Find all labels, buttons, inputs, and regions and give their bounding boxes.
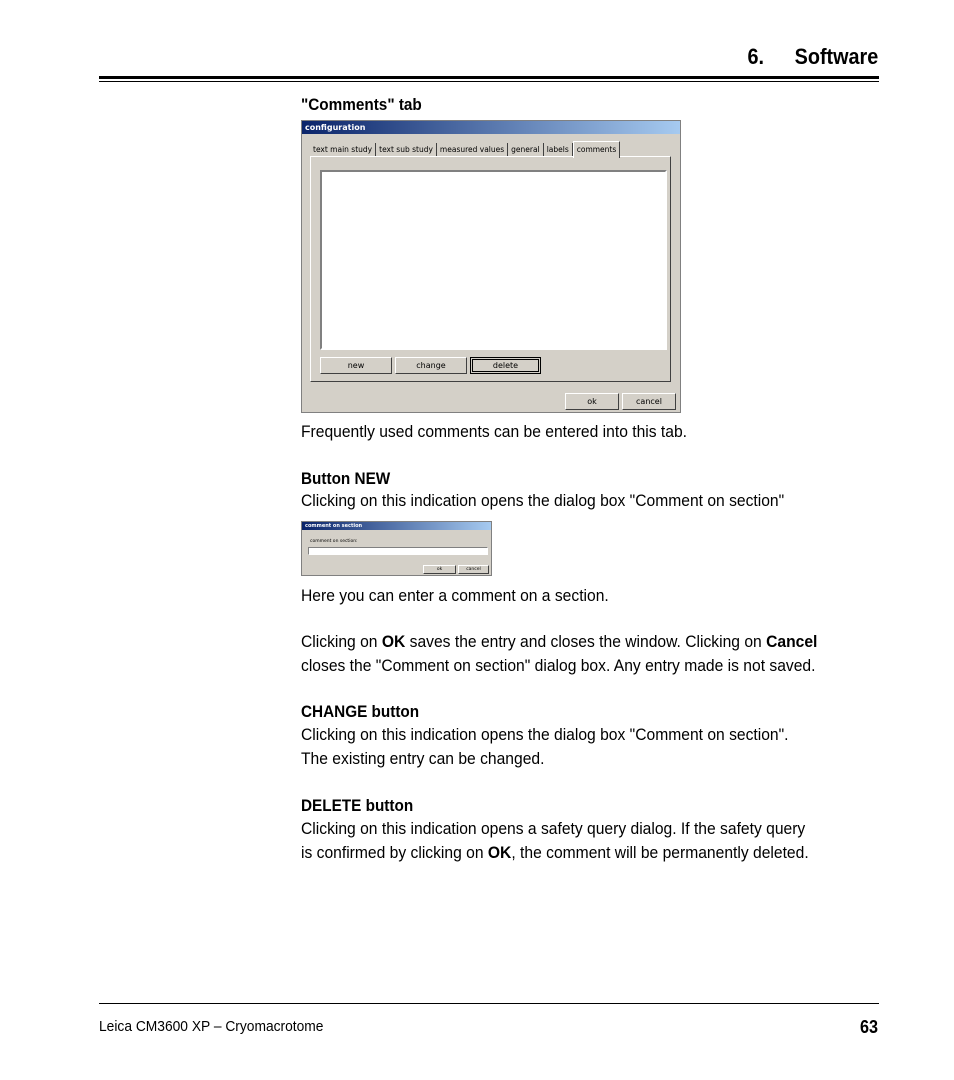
change-line-2: The existing entry can be changed. (301, 749, 545, 768)
comment-input[interactable] (308, 547, 488, 555)
ok-keyword: OK (487, 843, 512, 862)
ok-cancel-text: saves the entry and closes the window. Clicking on (405, 632, 767, 651)
configuration-dialog (301, 120, 681, 413)
comments-list[interactable] (320, 170, 667, 350)
section-title: Software (794, 44, 878, 69)
ok-cancel-text: closes the "Comment on section" dialog box. Any entry made is not saved. (301, 656, 816, 675)
ok-button[interactable]: ok (565, 393, 619, 410)
tab-text-sub-study[interactable]: text sub study (376, 143, 437, 156)
change-button[interactable]: change (395, 357, 467, 374)
tab-text-main-study[interactable]: text main study (310, 143, 376, 156)
tab-comments[interactable]: comments (573, 141, 621, 158)
ok-keyword: OK (381, 632, 406, 651)
config-tabs (310, 142, 620, 156)
change-button-text (301, 723, 789, 771)
page-number: 63 (859, 1017, 878, 1037)
configuration-dialog-title: configuration (302, 121, 680, 134)
cancel-keyword: Cancel (766, 632, 818, 651)
footer-rule (99, 1003, 879, 1004)
delete-line-2-end: , the comment will be permanently deleted. (511, 843, 809, 862)
tab-general[interactable]: general (508, 143, 544, 156)
header-rule-thick (99, 76, 879, 79)
footer-product: Leica CM3600 XP – Cryomacrotome (99, 1018, 324, 1035)
comment-dialog-title: comment on section (302, 522, 491, 530)
comment-field-label: comment on section: (310, 539, 358, 544)
cancel-button[interactable]: cancel (622, 393, 676, 410)
comments-tab-panel (310, 156, 671, 382)
change-line-1: Clicking on this indication opens the dialog box "Comment on section". (301, 725, 789, 744)
delete-button-text (301, 817, 809, 865)
intro-text: Frequently used comments can be entered into this tab. (301, 422, 688, 441)
tab-measured-values[interactable]: measured values (437, 143, 508, 156)
section-number: 6. (747, 44, 764, 69)
delete-button[interactable]: delete (470, 357, 541, 374)
comment-on-section-dialog (301, 521, 492, 576)
button-new-heading: Button NEW (301, 469, 391, 488)
comment-cancel-button[interactable]: cancel (458, 565, 489, 574)
section-header (747, 44, 878, 70)
delete-line-2: is confirmed by clicking on (301, 843, 488, 862)
new-button[interactable]: new (320, 357, 392, 374)
ok-cancel-text: Clicking on (301, 632, 382, 651)
delete-button-heading: DELETE button (301, 796, 414, 815)
button-new-text: Clicking on this indication opens the dialog box "Comment on section" (301, 491, 785, 510)
header-rule-thin (99, 81, 879, 82)
change-button-heading: CHANGE button (301, 702, 420, 721)
ok-cancel-paragraph (301, 630, 817, 678)
tab-labels[interactable]: labels (544, 143, 573, 156)
delete-line-1: Clicking on this indication opens a safety query dialog. If the safety query (301, 819, 806, 838)
comments-tab-heading: "Comments" tab (301, 95, 422, 114)
comment-ok-button[interactable]: ok (423, 565, 456, 574)
enter-comment-text: Here you can enter a comment on a section. (301, 586, 609, 605)
